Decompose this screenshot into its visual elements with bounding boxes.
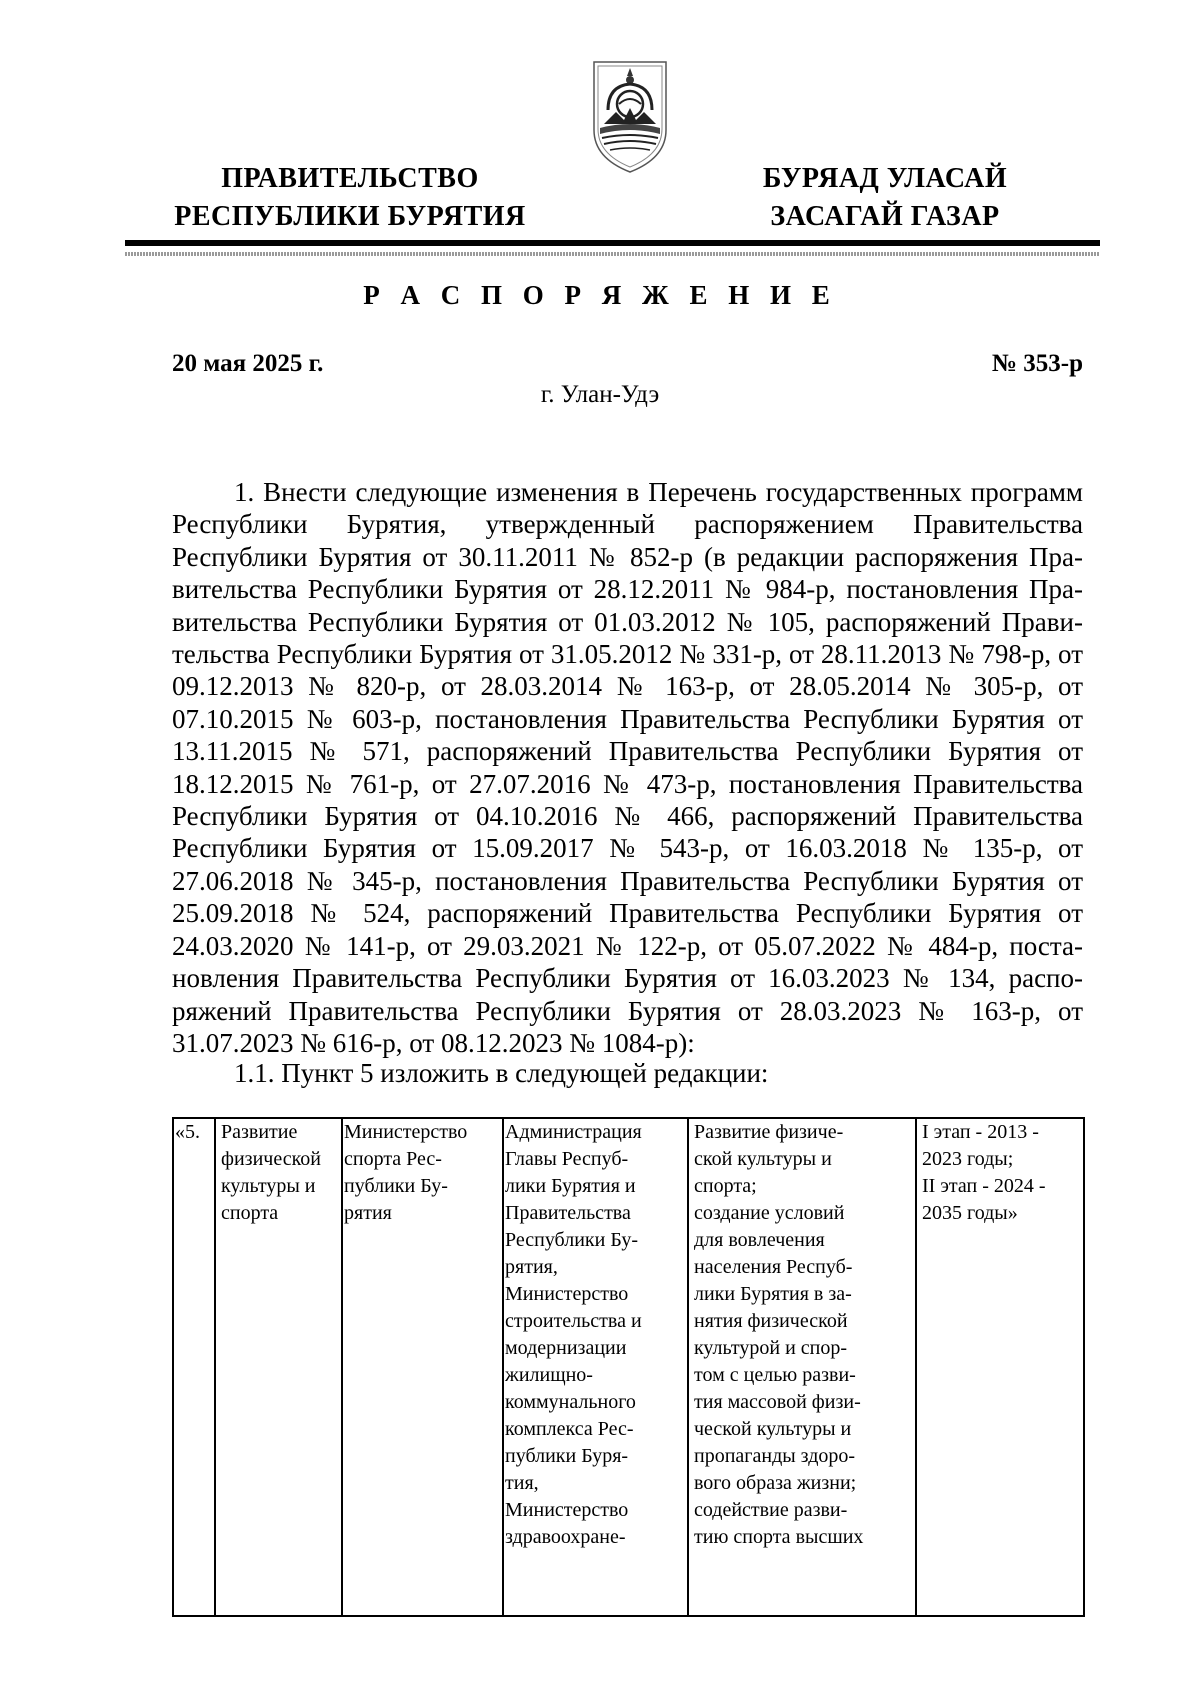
org-name-buryat-line1: БУРЯАД УЛАСАЙ xyxy=(762,163,1008,194)
org-name-russian-line2: РЕСПУБЛИКИ БУРЯТИЯ xyxy=(174,201,526,232)
table-cell-executor xyxy=(342,1118,503,1616)
table-cell-coexecutors xyxy=(503,1118,688,1616)
table-cell-number xyxy=(173,1118,215,1616)
cell-text: «5. xyxy=(175,1121,200,1143)
programs-table xyxy=(172,1117,1085,1617)
header-divider-thick xyxy=(125,240,1100,246)
cell-text: Министерство спорта Рес- публики Бу- рятия xyxy=(344,1121,468,1224)
cell-text: I этап - 2013 - 2023 годы; II этап - 2024 - 2035 годы» xyxy=(922,1121,1046,1224)
item-1-1: 1.1. Пункт 5 изложить в следующей редакции: xyxy=(234,1058,769,1088)
document-date: 20 мая 2025 г. xyxy=(172,350,324,377)
table-row xyxy=(173,1118,1084,1616)
table-cell-program xyxy=(215,1118,342,1616)
table-cell-goals xyxy=(688,1118,916,1616)
cell-text: Развитие физиче- ской культуры и спорта; создание условий для вовлечения населения Респуб- лики Бурятия в за- нятия физической культурой и спор- том с целью разви- тия массовой физи- ческой культуры и пропаганды здоро- вого образа жизни; содействие разви- тию спорта высших xyxy=(694,1121,864,1548)
org-name-buryat-line2: ЗАСАГАЙ ГАЗАР xyxy=(770,201,1000,232)
document-number: № 353-р xyxy=(991,350,1083,377)
document-city: г. Улан-Удэ xyxy=(540,381,660,408)
org-name-russian xyxy=(170,160,530,236)
table-cell-period xyxy=(916,1118,1084,1616)
cell-text: Развитие физической культуры и спорта xyxy=(221,1121,321,1224)
paragraph-1: 1. Внести следующие изменения в Перечень государственных программ Республики Бурятия, утвержденный распоряжением Правительства Республики Бурятия от 30.11.2011 № 852-р (в редакции распоряжения Правительства Республики Бурятия от 28.12.2011 № 984-р, постановления Правительства Республики Бурятия от 01.03.2012 № 105, распоряжений Правительства Республики Бурятия от 31.05.2012 № 331-р, от 28.11.2013 № 798-р, от 09.12.2013 № 820-р, от 28.03.2014 № 163-р, от 28.05.2014 № 305-р, от 07.10.2015 № 603-р, постановления Правительства Республики Бурятия от 13.11.2015 № 571, распоряжений Правительства Республики Бурятия от 18.12.2015 № 761-р, от 27.07.2016 № 473-р, постановления Правительства Республики Бурятия от 04.10.2016 № 466, распоряжений Правительства Республики Бурятия от 15.09.2017 № 543-р, от 16.03.2018 № 135-р, от 27.06.2018 № 345-р, постановления Правительства Республики Бурятия от 25.09.2018 № 524, распоряжений Правительства Республики Бурятия от 24.03.2020 № 141-р, от 29.03.2021 № 122-р, от 05.07.2022 № 484-р, постановления Правительства Республики Бурятия от 16.03.2023 № 134, распоряжений Правительства Республики Бурятия от 28.03.2023 № 163-р, от 31.07.2023 № 616-р, от 08.12.2023 № 1084-р): xyxy=(172,477,1083,1058)
header-divider-thin xyxy=(125,252,1100,256)
org-name-buryat xyxy=(740,160,1030,236)
buryatia-coat-of-arms-icon xyxy=(590,58,670,178)
document-type-title: Р А С П О Р Я Ж Е Н И Е xyxy=(363,280,837,310)
cell-text: Администрация Главы Респуб- лики Бурятия и Правительства Республики Бу- рятия, Министерство строительства и модернизации жилищно- коммунального комплекса Рес- публики Буря- тия, Министерство здравоохране- xyxy=(505,1121,642,1548)
org-name-russian-line1: ПРАВИТЕЛЬСТВО xyxy=(221,163,479,194)
